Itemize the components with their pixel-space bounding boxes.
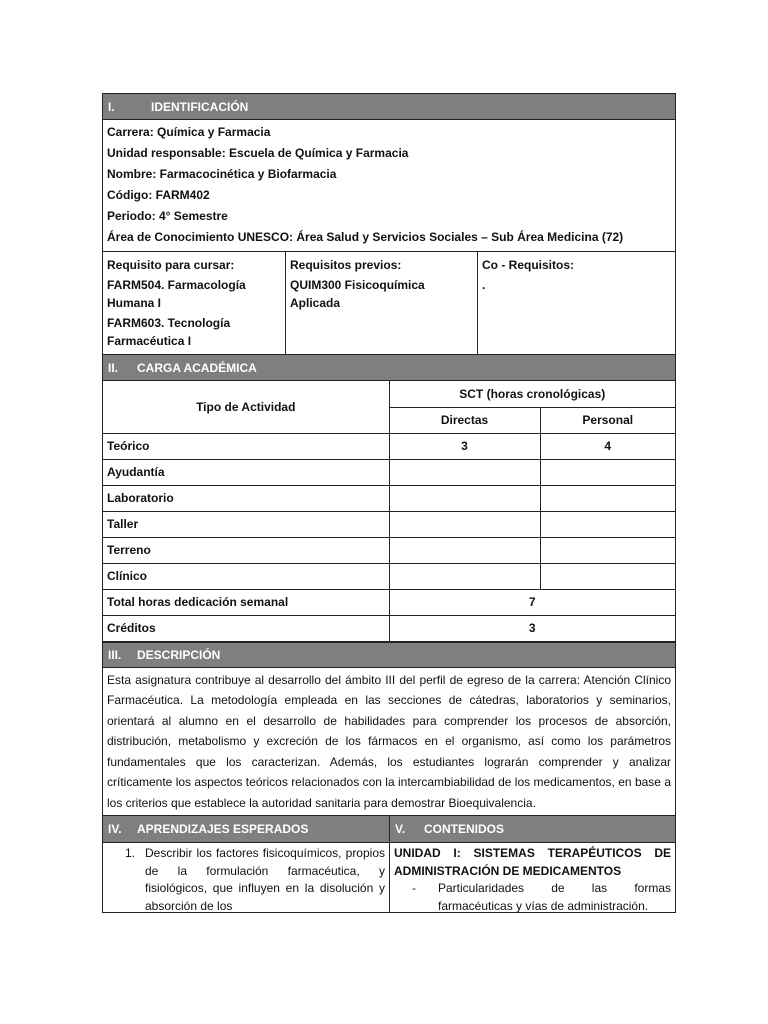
syllabus-sheet	[102, 93, 676, 913]
list-item-text: Describir los factores fisicoquímicos, propios de la formulación farmacéutica, y fisiológicos, que influyen en la disolución y absorción de los	[145, 846, 385, 912]
id-area: Área de Conocimiento UNESCO: Área Salud y Servicios Sociales – Sub Área Medicina (72)	[107, 230, 624, 244]
cell-personal	[540, 563, 675, 589]
section-title: CARGA ACADÉMICA	[137, 360, 257, 375]
requisito-cursar-label: Requisito para cursar:	[107, 258, 235, 272]
cell-tipo: Teórico	[103, 433, 389, 459]
cell-tipo: Ayudantía	[103, 459, 389, 485]
co-requisitos-label: Co - Requisitos:	[482, 258, 574, 272]
identification-block	[103, 120, 675, 252]
aprendizajes-list	[103, 843, 390, 912]
requisites-row	[103, 252, 675, 355]
creditos-label: Créditos	[103, 615, 389, 641]
co-requisitos	[477, 252, 675, 354]
table-row	[103, 537, 675, 563]
table-row	[103, 511, 675, 537]
cell-tipo: Taller	[103, 511, 389, 537]
requisito-cursar-item: FARM603. Tecnología Farmacéutica I	[107, 316, 231, 348]
section-title: IDENTIFICACIÓN	[151, 99, 249, 114]
requisito-cursar	[103, 252, 285, 354]
cell-personal	[540, 459, 675, 485]
id-unidad: Unidad responsable: Escuela de Química y Farmacia	[107, 146, 409, 160]
co-requisitos-item: .	[482, 278, 486, 292]
cell-tipo: Terreno	[103, 537, 389, 563]
id-codigo: Código: FARM402	[107, 188, 210, 202]
cell-directas	[389, 537, 540, 563]
cell-directas	[389, 459, 540, 485]
cell-tipo: Laboratorio	[103, 485, 389, 511]
col-header-directas: Directas	[389, 407, 540, 433]
cell-personal	[540, 485, 675, 511]
contenidos-list	[390, 843, 675, 912]
requisito-cursar-item: FARM504. Farmacología Humana I	[107, 278, 246, 310]
requisitos-previos	[285, 252, 477, 354]
cell-directas: 3	[389, 433, 540, 459]
cell-personal: 4	[540, 433, 675, 459]
section-number: I.	[108, 99, 115, 114]
col-header-personal: Personal	[540, 407, 675, 433]
id-nombre: Nombre: Farmacocinética y Biofarmacia	[107, 167, 337, 181]
section-header-carga	[103, 355, 675, 381]
creditos-value: 3	[389, 615, 675, 641]
section-title: APRENDIZAJES ESPERADOS	[137, 822, 309, 836]
total-label: Total horas dedicación semanal	[103, 589, 389, 615]
bullet-dash: -	[412, 881, 416, 895]
cell-tipo: Clínico	[103, 563, 389, 589]
id-periodo: Periodo: 4° Semestre	[107, 209, 228, 223]
split-body	[103, 843, 675, 912]
section-number: V.	[395, 822, 406, 836]
cell-directas	[389, 563, 540, 589]
table-row	[103, 563, 675, 589]
list-item-number: 1.	[125, 846, 136, 860]
creditos-row	[103, 615, 675, 641]
split-header	[103, 816, 675, 843]
section-title: DESCRIPCIÓN	[137, 647, 221, 662]
col-header-tipo: Tipo de Actividad	[103, 381, 389, 433]
id-carrera: Carrera: Química y Farmacia	[107, 125, 271, 139]
section-header-aprendizajes	[103, 816, 390, 842]
carga-table	[103, 381, 675, 642]
unit-title: UNIDAD I: SISTEMAS TERAPÉUTICOS DE ADMINISTRACIÓN DE MEDICAMENTOS	[394, 846, 671, 878]
table-row	[103, 433, 675, 459]
section-header-descripcion	[103, 642, 675, 668]
section-number: III.	[108, 647, 122, 662]
table-row	[103, 459, 675, 485]
section-header-identificacion	[103, 94, 675, 120]
descripcion-text: Esta asignatura contribuye al desarrollo del ámbito III del perfil de egreso de la carrera: Atención Clínico Farmacéutica. La metodología empleada en las secciones de cátedras, laboratorios y seminarios, orientará al alumno en el desarrollo de habilidades para comprender los procesos de absorción, distribución, metabolismo y excreción de los fármacos en el organismo, así como los parámetros fundamentales que los caracterizan. Además, los estudiantes lograrán comprender y analizar críticamente los aspectos teóricos relacionados con la intercambiabilidad de los medicamentos, en base a los criterios que establece la autoridad sanitaria para demostrar Bioequivalencia.	[103, 668, 675, 817]
col-header-sct: SCT (horas cronológicas)	[389, 381, 675, 407]
list-item	[125, 845, 385, 912]
total-row	[103, 589, 675, 615]
table-row	[103, 485, 675, 511]
requisitos-previos-item: QUIM300 Fisicoquímica Aplicada	[290, 278, 425, 310]
section-header-contenidos	[390, 816, 675, 842]
total-value: 7	[389, 589, 675, 615]
cell-directas	[389, 511, 540, 537]
list-item	[394, 880, 671, 912]
list-item-text: Particularidades de las formas farmacéuticas y vías de administración.	[438, 881, 671, 912]
section-number: IV.	[108, 822, 122, 836]
cell-personal	[540, 511, 675, 537]
requisitos-previos-label: Requisitos previos:	[290, 258, 402, 272]
cell-directas	[389, 485, 540, 511]
section-title: CONTENIDOS	[424, 822, 505, 836]
cell-personal	[540, 537, 675, 563]
section-number: II.	[108, 360, 119, 375]
